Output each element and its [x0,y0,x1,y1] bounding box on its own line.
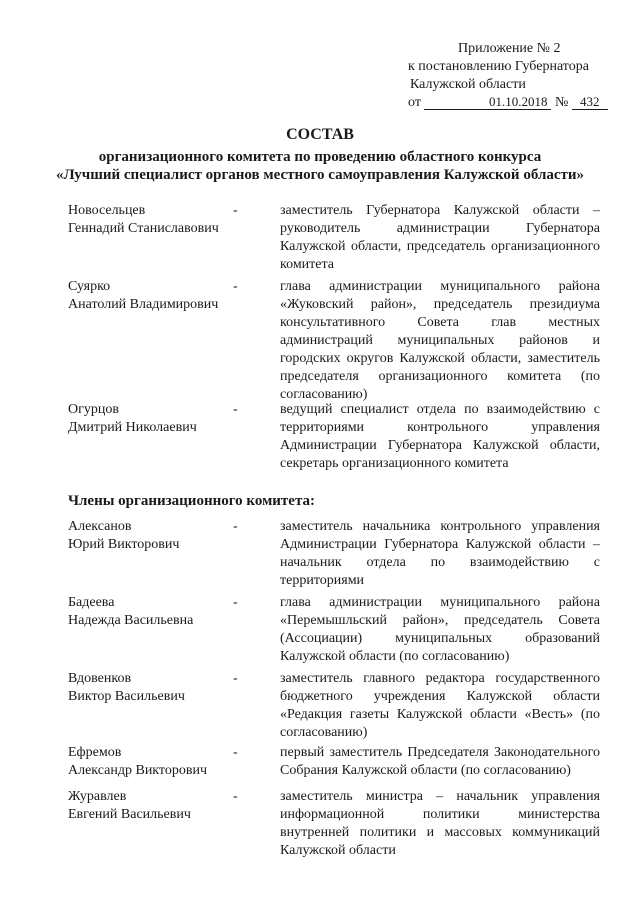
title-heading: СОСТАВ [286,126,354,143]
appendix-header [408,40,613,112]
decree-date: 01.10.2018 [424,94,551,110]
member-name [68,518,228,554]
member-dash: - [233,789,238,804]
member-name [68,278,228,314]
member-role: первый заместитель Председателя Законодательного Собрания Калужской области (по согласованию) [280,745,600,778]
member-role: заместитель главного редактора государственного бюджетного учреждения Калужской области «Редакция газеты Калужской области «Весть» (по согласованию) [280,671,600,740]
member-surname: Журавлев [68,789,127,804]
member-name [68,744,228,780]
member-surname: Бадеева [68,595,115,610]
member-dash: - [233,745,238,760]
from-label: от [408,95,421,110]
appendix-date-number [408,94,613,112]
document-title [0,125,640,184]
appendix-decree: к постановлению Губернатора [408,59,589,74]
member-dash: - [233,279,238,294]
member-surname: Огурцов [68,402,119,417]
member-role: заместитель министра – начальник управления информационной политики министерства внутренней политики и массовых коммуникаций Калужской области [280,789,600,858]
member-surname: Новосельцев [68,203,146,218]
members-heading: Члены организационного комитета: [68,493,316,509]
member-given-names: Виктор Васильевич [68,689,185,704]
member-name [68,202,228,238]
title-subtitle-line1: организационного комитета по проведению областного конкурса [98,149,542,165]
member-dash: - [233,402,238,417]
member-dash: - [233,671,238,686]
member-surname: Ефремов [68,745,122,760]
member-dash: - [233,203,238,218]
decree-number: 432 [572,94,608,110]
member-name [68,594,228,630]
member-given-names: Евгений Васильевич [68,807,191,822]
member-name [68,788,228,824]
title-subtitle-line2: «Лучший специалист органов местного самоуправления Калужской области» [55,167,585,183]
member-role: глава администрации муниципального района «Перемышльский район», председатель Совета (Ассоциации) муниципальных образований Калужской области (по согласованию) [280,595,600,664]
member-surname: Вдовенков [68,671,132,686]
member-role: заместитель Губернатора Калужской области – руководитель администрации Губернатора Калужской области, председатель организационного комитета [280,203,600,272]
member-given-names: Геннадий Станиславович [68,221,219,236]
appendix-title: Приложение № 2 [458,41,561,56]
number-label: № [554,95,569,110]
member-role: глава администрации муниципального района «Жуковский район», председатель президиума консультативного Совета глав местных администраций муниципальных районов и городских округов Калужской области, заместитель председателя организационного комитета (по согласованию) [280,279,600,402]
member-given-names: Дмитрий Николаевич [68,420,197,435]
member-name [68,670,228,706]
member-surname: Суярко [68,279,111,294]
member-given-names: Анатолий Владимирович [68,297,219,312]
member-dash: - [233,519,238,534]
member-role: ведущий специалист отдела по взаимодействию с территориями контрольного управления Администрации Губернатора Калужской области, секретарь организационного комитета [280,402,600,471]
member-name [68,401,228,437]
member-surname: Алексанов [68,519,132,534]
member-given-names: Александр Викторович [68,763,208,778]
appendix-region: Калужской области [410,77,526,92]
member-given-names: Надежда Васильевна [68,613,194,628]
member-given-names: Юрий Викторович [68,537,180,552]
member-dash: - [233,595,238,610]
member-role: заместитель начальника контрольного управления Администрации Губернатора Калужской области – начальник отдела по взаимодействию с территориями [280,519,600,588]
